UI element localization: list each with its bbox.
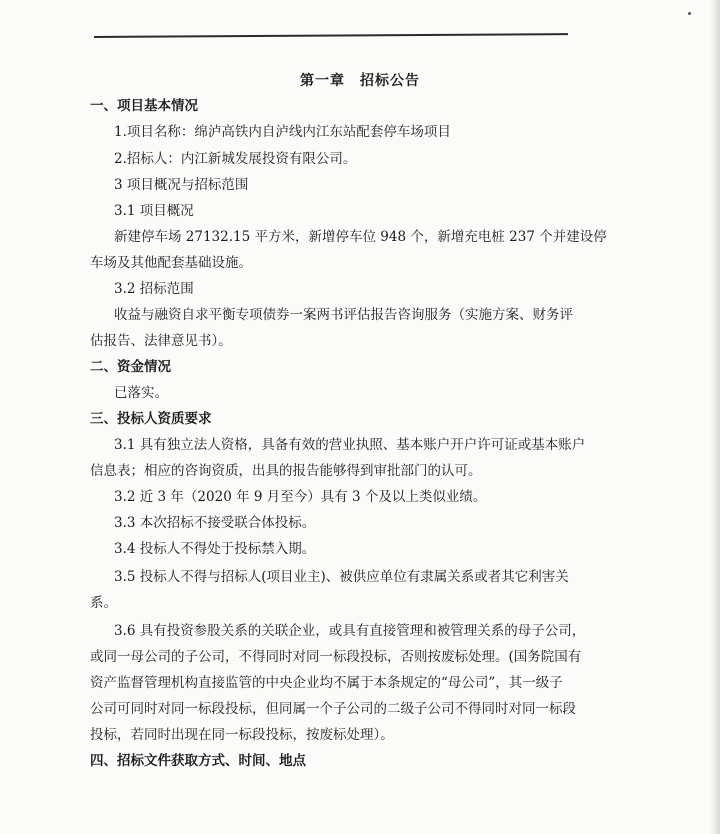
section-heading-4: 四、招标文件获取方式、时间、地点 (90, 753, 306, 769)
qualification-3-6-line-3: 资产监督管理机构直接监管的中央企业均不属于本条规定的“母公司”，其一级子 (90, 675, 563, 691)
scan-speck (688, 12, 691, 15)
funding-text: 已落实。 (114, 385, 168, 401)
scope-heading: 3.2 招标范围 (114, 281, 194, 297)
qualification-3-4: 3.4 投标人不得处于投标禁入期。 (114, 541, 316, 557)
scan-edge-shadow (710, 0, 720, 834)
overview-text-line-1: 新建停车场 27132.15 平方米，新增停车位 948 个，新增充电桩 237 个并建设停 (114, 229, 607, 245)
section-heading-2: 二、资金情况 (90, 359, 171, 375)
overview-heading: 3 项目概况与招标范围 (114, 177, 249, 193)
header-rule (94, 33, 568, 38)
scope-text-line-2: 估报告、法律意见书）。 (90, 333, 232, 349)
overview-sub-heading: 3.1 项目概况 (114, 203, 194, 219)
qualification-3-1-line-2: 信息表；相应的咨询资质，出具的报告能够得到审批部门的认可。 (90, 463, 482, 479)
qualification-3-6-line-1: 3.6 具有投资参股关系的关联企业，或具有直接管理和被管理关系的母子公司， (114, 623, 586, 639)
qualification-3-3: 3.3 本次招标不接受联合体投标。 (114, 515, 316, 531)
project-name: 1.项目名称：绵泸高铁内自泸线内江东站配套停车场项目 (114, 124, 451, 140)
section-heading-1: 一、项目基本情况 (90, 98, 198, 114)
qualification-3-5-line-2: 系。 (90, 595, 117, 611)
section-heading-3: 三、投标人资质要求 (90, 411, 212, 427)
chapter-title: 第一章 招标公告 (300, 73, 420, 89)
qualification-3-1-line-1: 3.1 具有独立法人资格，具备有效的营业执照、基本账户开户许可证或基本账户 (114, 437, 586, 453)
qualification-3-6-line-4: 公司可同时对同一标段投标，但同属一个子公司的二级子公司不得同时对同一标段 (90, 701, 576, 717)
qualification-3-6-line-2: 或同一母公司的子公司，不得同时对同一标段投标，否则按废标处理。(国务院国有 (90, 649, 582, 665)
qualification-3-5-line-1: 3.5 投标人不得与招标人(项目业主)、被供应单位有隶属关系或者其它利害关 (114, 569, 569, 585)
qualification-3-2: 3.2 近 3 年（2020 年 9 月至今）具有 3 个及以上类似业绩。 (114, 489, 487, 505)
qualification-3-6-line-5: 投标，若同时出现在同一标段投标，按废标处理）。 (90, 727, 394, 743)
tenderer: 2.招标人：内江新城发展投资有限公司。 (114, 151, 357, 167)
scope-text-line-1: 收益与融资自求平衡专项债券一案两书评估报告咨询服务（实施方案、财务评 (114, 307, 573, 323)
overview-text-line-2: 车场及其他配套基础设施。 (90, 255, 252, 271)
